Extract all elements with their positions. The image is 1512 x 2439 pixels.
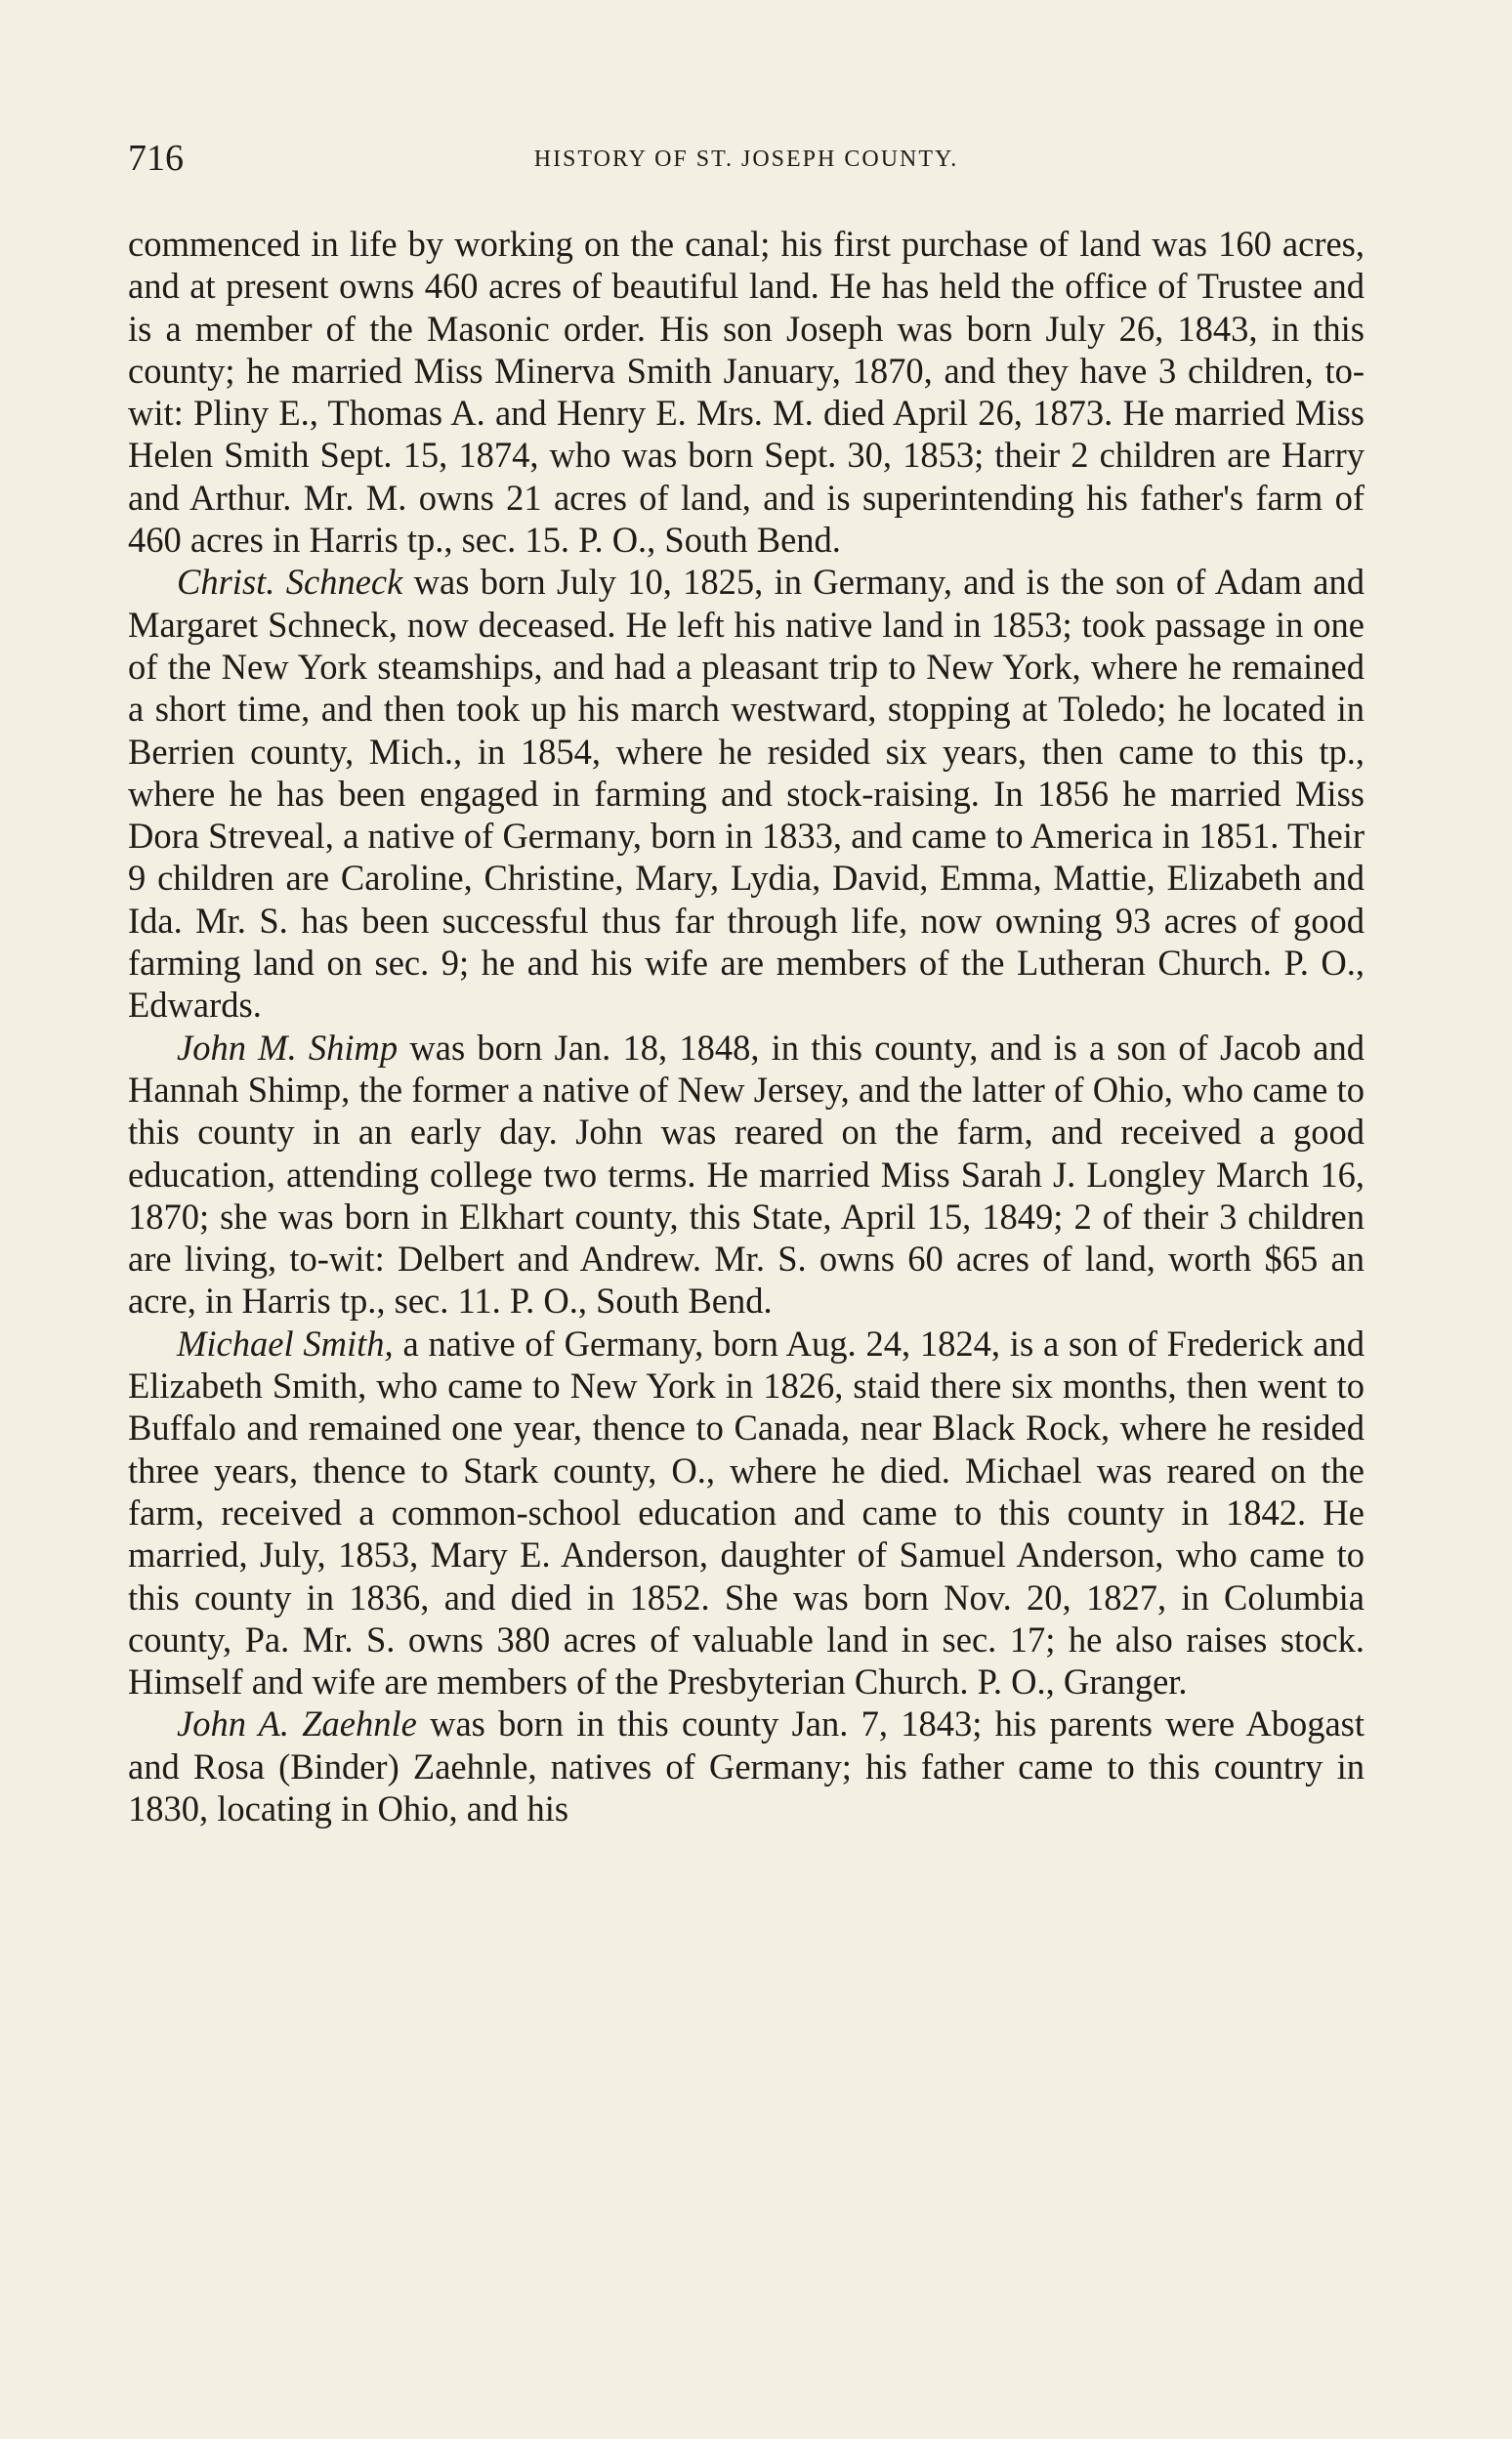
paragraph-continuation — [128, 223, 1365, 561]
page-header — [128, 137, 1365, 186]
entry-text: a native of Germany, born Aug. 24, 1824, is a son of Frederick and Elizabeth Smith, who came to New York in 1826, staid there six months, then went to Buffalo and remained one year, thence to Canada, near Black Rock, where he resided three years, thence to Stark county, O., where he died. Michael was reared on the farm, received a common-school education and came to this county in 1842. He married, July, 1853, Mary E. Anderson, daughter of Samuel Anderson, who came to this county in 1836, and died in 1852. She was born Nov. 20, 1827, in Columbia county, Pa. Mr. S. owns 380 acres of valuable land in sec. 17; he also raises stock. Himself and wife are members of the Presbyterian Church. P. O., Granger. — [128, 1323, 1365, 1703]
entry-text: was born Jan. 18, 1848, in this county, and is a son of Jacob and Hannah Shimp, the former a native of New Jersey, and the latter of Ohio, who came to this county in an early day. John was reared on the farm, and received a good education, attending college two terms. He married Miss Sarah J. Longley March 16, 1870; she was born in Elkhart county, this State, April 15, 1849; 2 of their 3 children are living, to-wit: Delbert and Andrew. Mr. S. owns 60 acres of land, worth $65 an acre, in Harris tp., sec. 11. P. O., South Bend. — [128, 1027, 1365, 1322]
biography-entry — [128, 1027, 1365, 1323]
entry-text: was born in this county Jan. 7, 1843; his parents were Abogast and Rosa (Binder) Zaehnle, natives of Germany; his father came to this country in 1830, locating in Ohio, and his — [128, 1703, 1365, 1829]
page-number: 716 — [128, 138, 184, 179]
biography-entry — [128, 561, 1365, 1026]
biography-entry — [128, 1323, 1365, 1703]
entry-name: Michael Smith, — [177, 1323, 394, 1364]
body-text — [128, 223, 1365, 1829]
paragraph-text: commenced in life by working on the canal; his first purchase of land was 160 acres, and at present owns 460 acres of beautiful land. He has held the office of Trustee and is a member of the Masonic order. His son Joseph was born July 26, 1843, in this county; he married Miss Minerva Smith January, 1870, and they have 3 children, to-wit: Pliny E., Thomas A. and Henry E. Mrs. M. died April 26, 1873. He married Miss Helen Smith Sept. 15, 1874, who was born Sept. 30, 1853; their 2 children are Harry and Arthur. Mr. M. owns 21 acres of land, and is superintending his father's farm of 460 acres in Harris tp., sec. 15. P. O., South Bend. — [128, 224, 1365, 561]
entry-name: Christ. Schneck — [177, 562, 403, 603]
entry-name: John M. Shimp — [177, 1027, 399, 1068]
entry-name: John A. Zaehnle — [177, 1703, 417, 1745]
entry-text: was born July 10, 1825, in Germany, and is the son of Adam and Margaret Schneck, now deceased. He left his native land in 1853; took passage in one of the New York steamships, and had a pleasant trip to New York, where he remained a short time, and then took up his march westward, stopping at Toledo; he located in Berrien county, Mich., in 1854, where he resided six years, then came to this tp., where he has been engaged in farming and stock-raising. In 1856 he married Miss Dora Streveal, a native of Germany, born in 1833, and came to America in 1851. Their 9 children are Caroline, Christine, Mary, Lydia, David, Emma, Mattie, Elizabeth and Ida. Mr. S. has been successful thus far through life, now owning 93 acres of good farming land on sec. 9; he and his wife are members of the Lutheran Church. P. O., Edwards. — [128, 562, 1365, 1026]
running-title: HISTORY OF ST. JOSEPH COUNTY. — [533, 147, 959, 172]
biography-entry — [128, 1703, 1365, 1829]
